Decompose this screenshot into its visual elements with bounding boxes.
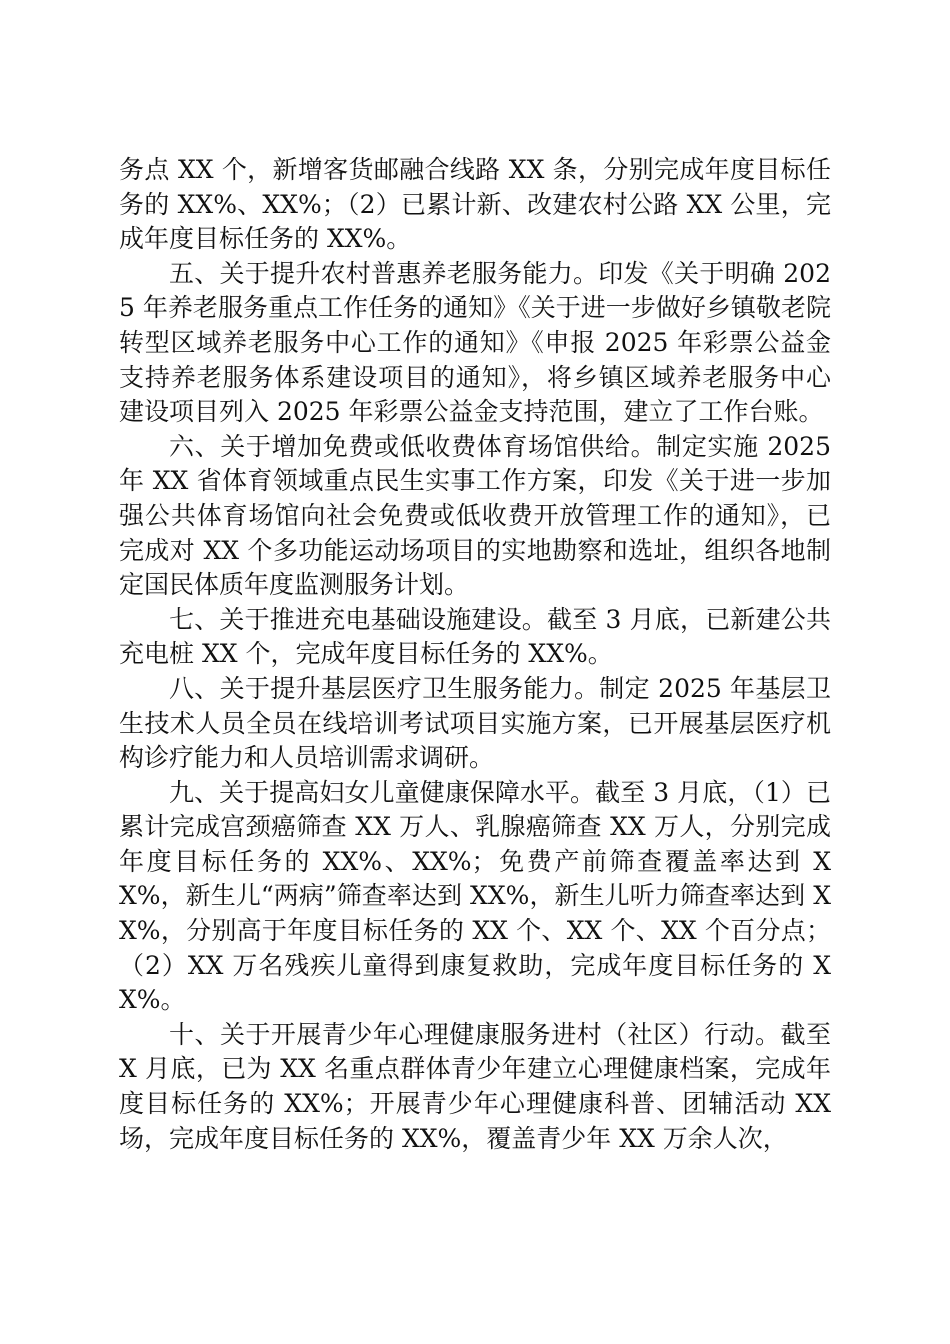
- paragraph-youth-mental-health: 十、关于开展青少年心理健康服务进村（社区）行动。截至 X 月底，已为 XX 名重点群体青少年建立心理健康档案，完成年度目标任务的 XX%；开展青少年心理健康科普、团辅活动 XX 场，完成年度目标任务的 XX%，覆盖青少年 XX 万余人次，: [119, 1019, 831, 1153]
- paragraph-charging-infrastructure: 七、关于推进充电基础设施建设。截至 3 月底，已新建公共充电桩 XX 个，完成年度目标任务的 XX%。: [119, 604, 831, 669]
- paragraph-elderly-care: 五、关于提升农村普惠养老服务能力。印发《关于明确 2025 年养老服务重点工作任务的通知》《关于进一步做好乡镇敬老院转型区域养老服务中心工作的通知》《申报 2025 年彩票公益金支持养老服务体系建设项目的通知》，将乡镇区域养老服务中心建设项目列入 2025 年彩票公益金支持范围，建立了工作台账。: [119, 258, 831, 427]
- paragraph-continuation: 务点 XX 个，新增客货邮融合线路 XX 条，分别完成年度目标任务的 XX%、XX%；（2）已累计新、改建农村公路 XX 公里，完成年度目标任务的 XX%。: [119, 155, 831, 254]
- paragraph-primary-healthcare: 八、关于提升基层医疗卫生服务能力。制定 2025 年基层卫生技术人员全员在线培训考试项目实施方案，已开展基层医疗机构诊疗能力和人员培训需求调研。: [119, 673, 831, 773]
- paragraph-sports-venues: 六、关于增加免费或低收费体育场馆供给。制定实施 2025 年 XX 省体育领域重点民生实事工作方案，印发《关于进一步加强公共体育场馆向社会免费或低收费开放管理工作的通知》，已完成对 XX 个多功能运动场项目的实地勘察和选址，组织各地制定国民体质年度监测服务计划。: [119, 431, 831, 600]
- paragraph-women-children-health: 九、关于提高妇女儿童健康保障水平。截至 3 月底，（1）已累计完成宫颈癌筛查 XX 万人、乳腺癌筛查 XX 万人，分别完成年度目标任务的 XX%、XX%；免费产前筛查覆盖率达到 XX%，新生儿“两病”筛查率达到 XX%，新生儿听力筛查率达到 XX%，分别高于年度目标任务的 XX 个、XX 个、XX 个百分点；（2）XX 万名残疾儿童得到康复救助，完成年度目标任务的 XX%。: [119, 777, 831, 1015]
- document-body: [119, 153, 831, 1156]
